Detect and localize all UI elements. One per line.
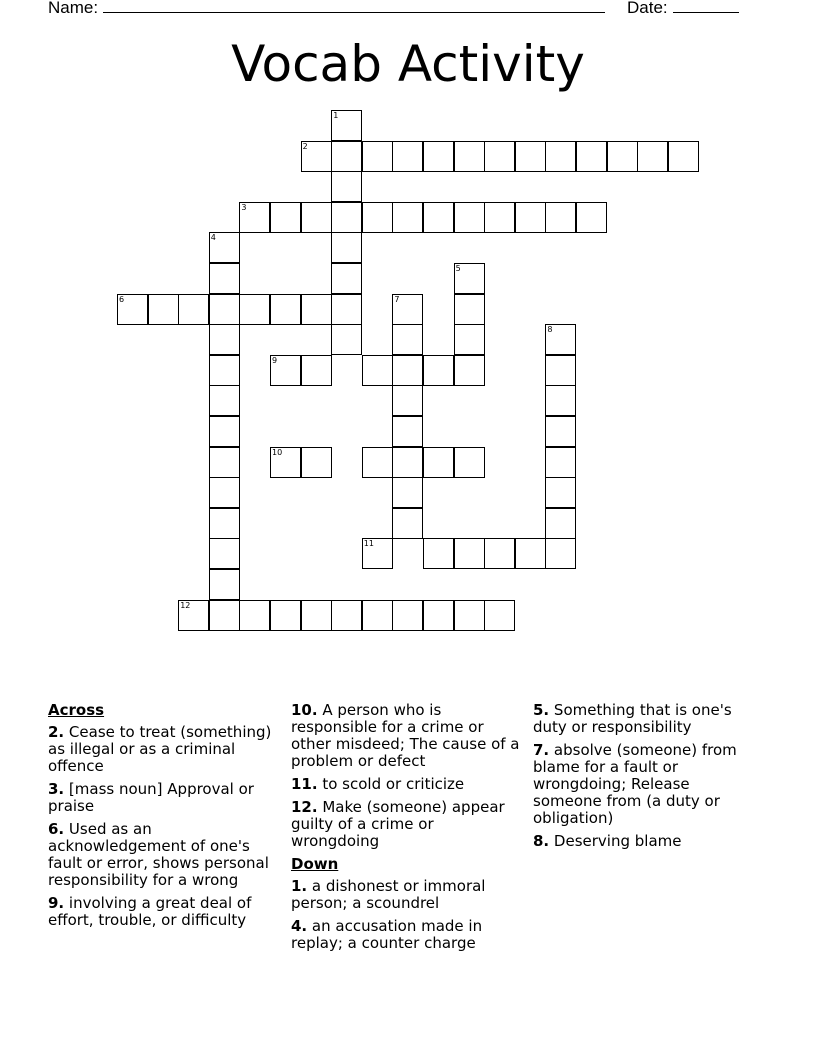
clue-number: 5. [533,701,550,719]
crossword-cell[interactable] [270,202,301,233]
crossword-cell-6[interactable] [117,294,148,325]
crossword-cell-2[interactable] [301,141,332,172]
crossword-cell-3[interactable] [239,202,270,233]
across-heading: Across [48,701,105,719]
crossword-cell[interactable] [301,355,332,386]
clue-down-4 [291,918,526,952]
crossword-cell-12[interactable] [178,600,209,631]
clue-number-label: 4 [210,233,216,243]
crossword-cell[interactable] [607,141,638,172]
clue-across-11 [291,776,526,793]
crossword-cell[interactable] [423,355,454,386]
crossword-cell[interactable] [484,538,515,569]
crossword-cell[interactable] [668,141,699,172]
crossword-cell[interactable] [209,263,240,294]
crossword-cell[interactable] [209,538,240,569]
crossword-cell[interactable] [392,477,423,508]
crossword-cell[interactable] [545,538,576,569]
crossword-cell[interactable] [545,202,576,233]
crossword-cell[interactable] [454,600,485,631]
crossword-cell[interactable] [209,569,240,600]
clue-down-1 [291,878,526,912]
crossword-cell-5[interactable] [454,263,485,294]
crossword-cell[interactable] [423,202,454,233]
clue-text: involving a great deal of effort, trouble, or difficulty [48,894,252,929]
clue-number-label: 8 [547,325,553,335]
crossword-cell[interactable] [209,355,240,386]
crossword-cell[interactable] [270,294,301,325]
clue-number-label: 3 [241,202,247,212]
crossword-cell[interactable] [454,294,485,325]
crossword-cell-11[interactable] [362,538,393,569]
crossword-cell[interactable] [301,294,332,325]
crossword-cell[interactable] [545,447,576,478]
crossword-cell[interactable] [178,294,209,325]
crossword-cell[interactable] [331,202,362,233]
clue-number: 3. [48,780,65,798]
clue-text: Make (someone) appear guilty of a crime or wrongdoing [291,798,505,850]
clue-number: 8. [533,832,550,850]
crossword-cell[interactable] [423,600,454,631]
crossword-cell[interactable] [209,385,240,416]
crossword-cell-9[interactable] [270,355,301,386]
crossword-cell[interactable] [454,324,485,355]
clue-down-8 [533,833,758,850]
clue-number: 10. [291,701,318,719]
crossword-cell[interactable] [576,141,607,172]
crossword-cell[interactable] [392,324,423,355]
crossword-cell[interactable] [484,141,515,172]
crossword-cell[interactable] [331,263,362,294]
crossword-cell[interactable] [454,141,485,172]
crossword-cell[interactable] [423,447,454,478]
crossword-cell[interactable] [545,141,576,172]
crossword-cell[interactable] [454,447,485,478]
crossword-cell[interactable] [545,355,576,386]
crossword-cell[interactable] [239,600,270,631]
crossword-cell[interactable] [392,385,423,416]
clue-across-10 [291,702,526,770]
clue-text: Deserving blame [553,832,682,850]
crossword-cell[interactable] [239,294,270,325]
crossword-cell[interactable] [331,294,362,325]
clues-column-1 [48,702,283,935]
crossword-cell[interactable] [331,232,362,263]
crossword-cell[interactable] [301,447,332,478]
crossword-cell[interactable] [209,416,240,447]
crossword-cell-4[interactable] [209,232,240,263]
crossword-cell[interactable] [515,538,546,569]
crossword-cell[interactable] [423,141,454,172]
crossword-cell[interactable] [454,538,485,569]
crossword-cell[interactable] [331,324,362,355]
clue-number-label: 2 [302,141,308,151]
crossword-cell[interactable] [454,202,485,233]
clue-text: a dishonest or immoral person; a scoundrel [291,877,486,912]
crossword-cell[interactable] [484,600,515,631]
crossword-cell[interactable] [209,477,240,508]
clues-column-3 [533,702,758,856]
clue-number: 6. [48,820,65,838]
clue-across-9 [48,895,283,929]
clue-down-5 [533,702,758,736]
clue-text: Something that is one's duty or responsibility [533,701,732,736]
crossword-cell[interactable] [209,324,240,355]
crossword-cell[interactable] [545,477,576,508]
crossword-cell[interactable] [545,508,576,539]
clue-number-label: 7 [394,294,400,304]
clue-number: 12. [291,798,318,816]
clue-number-label: 1 [333,111,339,120]
crossword-cell[interactable] [148,294,179,325]
crossword-cell[interactable] [484,202,515,233]
clue-across-2 [48,724,283,775]
crossword-cell-7[interactable] [392,294,423,325]
crossword-cell[interactable] [331,600,362,631]
crossword-cell[interactable] [392,447,423,478]
clues-column-2 [291,702,526,958]
down-heading: Down [291,855,339,873]
crossword-cell[interactable] [637,141,668,172]
crossword-cell[interactable] [362,355,393,386]
clue-text: absolve (someone) from blame for a fault or wrongdoing; Release someone from (a duty or obligation) [533,741,737,827]
crossword-cell[interactable] [362,141,393,172]
crossword-cell-1[interactable] [331,110,362,141]
crossword-cell[interactable] [270,600,301,631]
page-title: Vocab Activity [231,35,585,93]
crossword-cell[interactable] [362,447,393,478]
crossword-cell[interactable] [392,600,423,631]
clue-number-label: 5 [455,264,461,273]
crossword-cell[interactable] [454,355,485,386]
clue-number: 9. [48,894,65,912]
crossword-cell-10[interactable] [270,447,301,478]
crossword-cell[interactable] [209,294,240,325]
crossword-cell[interactable] [392,202,423,233]
crossword-cell[interactable] [392,355,423,386]
crossword-cell-8[interactable] [545,324,576,355]
clue-text: [mass noun] Approval or praise [48,780,254,815]
clue-number: 2. [48,723,65,741]
crossword-cell[interactable] [515,202,546,233]
crossword-cell[interactable] [331,141,362,172]
crossword-cell[interactable] [392,508,423,539]
clue-number: 1. [291,877,308,895]
crossword-cell[interactable] [423,538,454,569]
crossword-cell[interactable] [515,141,546,172]
clue-number-label: 10 [272,447,283,457]
clue-number-label: 12 [180,600,191,610]
name-label: Name: [48,0,99,17]
clue-text: an accusation made in replay; a counter charge [291,917,483,952]
clue-number-label: 6 [119,294,125,304]
clue-number: 7. [533,741,550,759]
crossword-cell[interactable] [301,600,332,631]
date-label: Date: [627,0,668,17]
crossword-cell[interactable] [362,202,393,233]
crossword-cell[interactable] [576,202,607,233]
crossword-cell[interactable] [209,508,240,539]
clue-across-3 [48,781,283,815]
clue-text: Used as an acknowledgement of one's fault or error, shows personal responsibility for a wrong [48,820,269,889]
clue-text: to scold or criticize [322,775,465,793]
clue-text: Cease to treat (something) as illegal or as a criminal offence [48,723,272,775]
crossword-cell[interactable] [209,600,240,631]
crossword-cell[interactable] [331,171,362,202]
crossword-cell[interactable] [392,416,423,447]
crossword-cell[interactable] [209,447,240,478]
crossword-cell[interactable] [545,416,576,447]
clue-text: A person who is responsible for a crime or other misdeed; The cause of a problem or defect [291,701,520,770]
clue-number: 4. [291,917,308,935]
clue-across-12 [291,799,526,850]
crossword-cell[interactable] [392,141,423,172]
crossword-cell[interactable] [362,600,393,631]
clue-number-label: 9 [272,355,278,365]
crossword-cell[interactable] [545,385,576,416]
clue-across-6 [48,821,283,889]
clue-down-7 [533,742,758,827]
clue-number-label: 11 [363,539,374,549]
clue-number: 11. [291,775,318,793]
crossword-cell[interactable] [301,202,332,233]
